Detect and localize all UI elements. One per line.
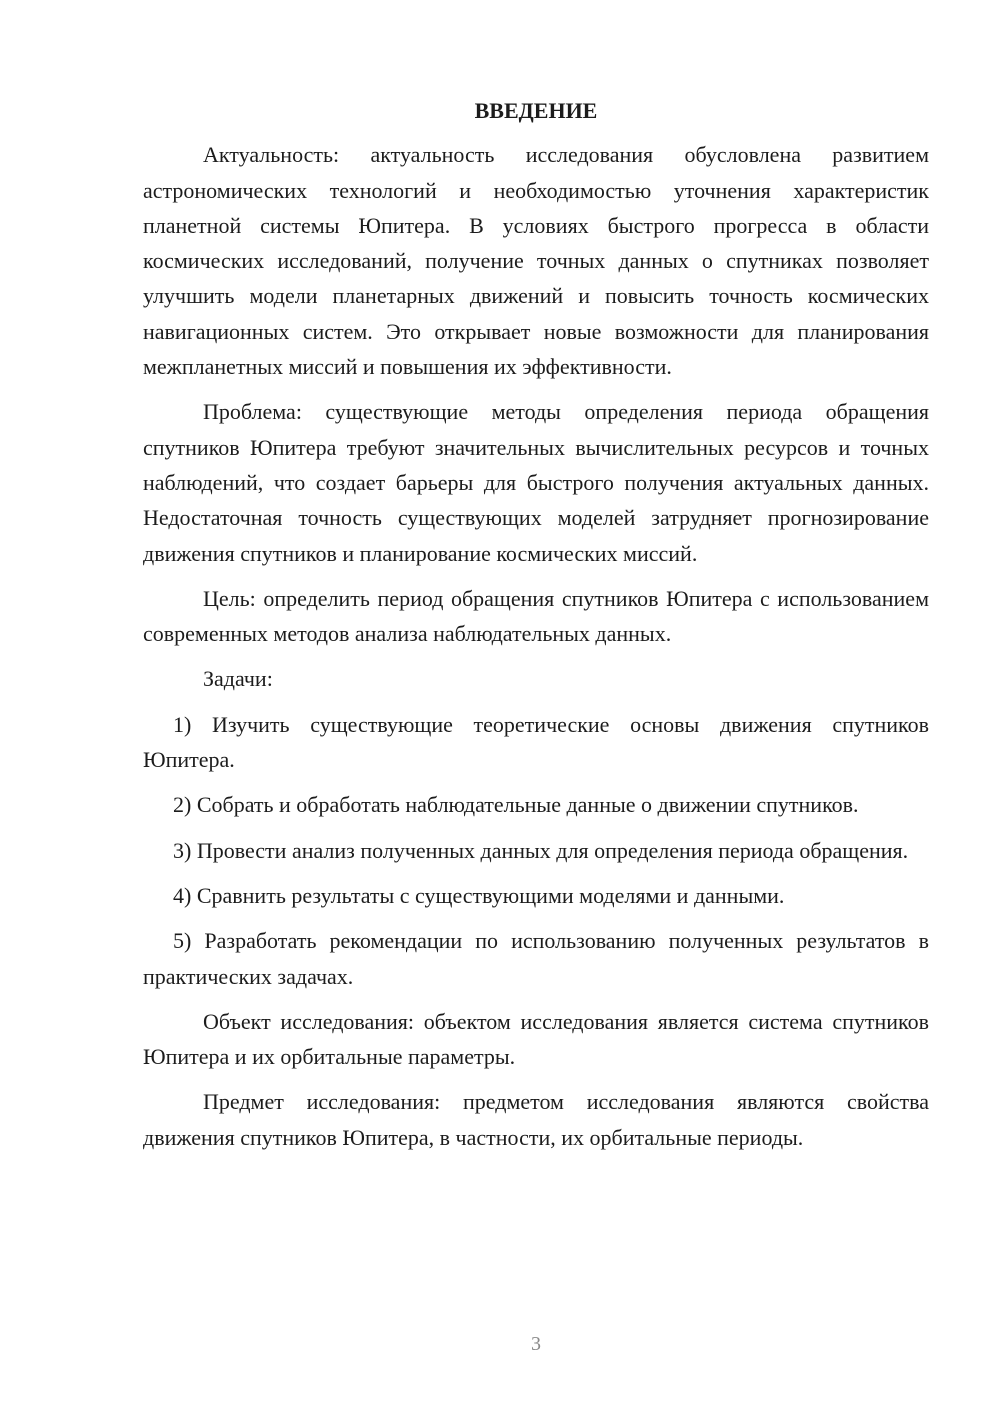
task-item-3: 3) Провести анализ полученных данных для определения периода обращения. (173, 837, 909, 863)
task-item-4: 4) Сравнить результаты с существующими моделями и данными. (173, 882, 785, 908)
task-item-5: 5) Разработать рекомендации по использованию полученных результатов в практических задачах. (143, 928, 929, 989)
page-number: 3 (531, 1333, 541, 1355)
relevance-paragraph: Актуальность: актуальность исследования обусловлена развитием астрономических технологий и необходимостью уточнения характеристик планетной системы Юпитера. В условиях быстрого прогресса в области космических исследований, получение точных данных о спутниках позволяет улучшить модели планетарных движений и повысить точность космических навигационных систем. Это открывает новые возможности для планирования межпланетных миссий и повышения их эффективности. (143, 142, 929, 380)
subject-paragraph: Предмет исследования: предметом исследования являются свойства движения спутников Юпитера, в частности, их орбитальные периоды. (143, 1089, 929, 1150)
task-item-2: 2) Собрать и обработать наблюдательные данные о движении спутников. (173, 792, 859, 818)
problem-paragraph: Проблема: существующие методы определения периода обращения спутников Юпитера требуют значительных вычислительных ресурсов и точных наблюдений, что создает барьеры для быстрого получения актуальных данных. Недостаточная точность существующих моделей затрудняет прогнозирование движения спутников и планирование космических миссий. (143, 399, 929, 566)
tasks-label: Задачи: (203, 666, 273, 692)
page-body (143, 93, 929, 1165)
page-title: ВВЕДЕНИЕ (474, 98, 598, 123)
task-item-1: 1) Изучить существующие теоретические основы движения спутников Юпитера. (143, 711, 929, 773)
object-paragraph: Объект исследования: объектом исследования является система спутников Юпитера и их орбитальные параметры. (143, 1008, 929, 1070)
goal-paragraph: Цель: определить период обращения спутников Юпитера с использованием современных методов анализа наблюдательных данных. (143, 585, 929, 647)
